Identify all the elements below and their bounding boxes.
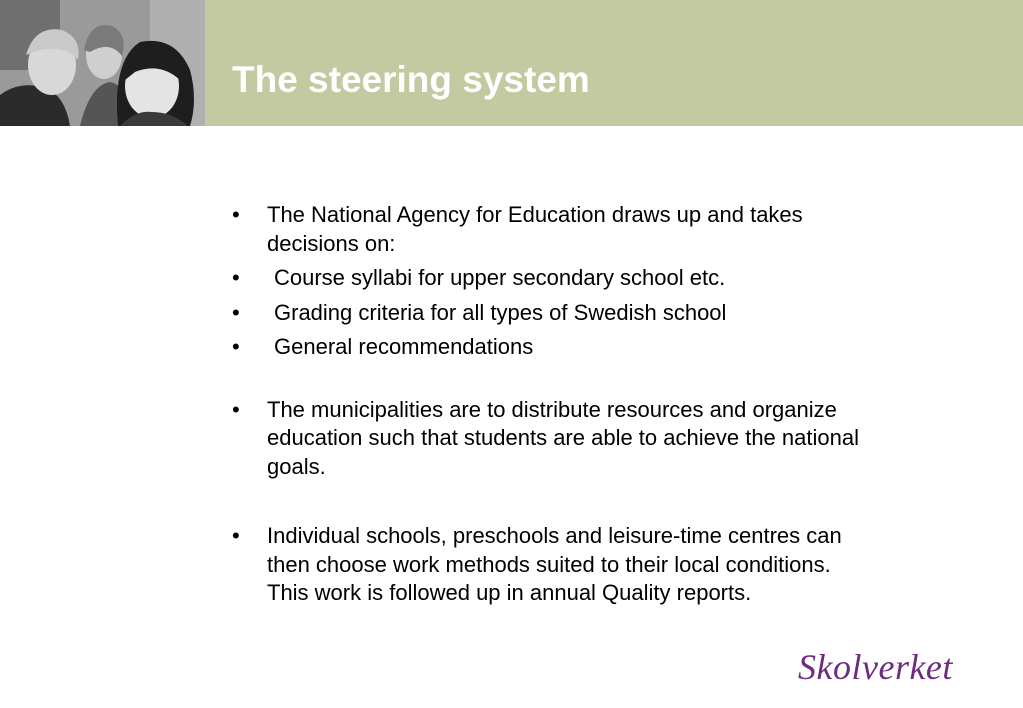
spacer: [232, 481, 872, 522]
list-item-text: General recommendations: [274, 334, 534, 359]
list-item: [232, 201, 872, 258]
list-item: [232, 299, 872, 328]
slide-title: The steering system: [232, 59, 590, 100]
list-item: [232, 396, 872, 482]
photo-three-students-icon: [0, 0, 205, 126]
list-item: [232, 264, 872, 293]
bullet-icon: •: [232, 523, 240, 548]
bullet-icon: •: [232, 299, 240, 325]
bullet-icon: •: [232, 265, 240, 290]
list-item-text: Individual schools, preschools and leisure-time centres can then choose work methods suited to their local conditions. This work is followed up in annual Quality reports.: [267, 523, 842, 605]
bullet-list: [232, 201, 872, 608]
students-photo: [0, 0, 205, 126]
list-item-text: Course syllabi for upper secondary school etc.: [274, 265, 726, 290]
spacer: [232, 362, 872, 396]
bullet-icon: •: [232, 396, 240, 422]
bullet-icon: •: [232, 334, 240, 359]
list-item: [232, 522, 872, 608]
skolverket-logo: Skolverket: [798, 647, 953, 687]
list-item-text: The municipalities are to distribute resources and organize education such that students are able to achieve the national goals.: [267, 396, 859, 479]
slide-header: [0, 0, 1023, 126]
list-item: [232, 333, 872, 362]
bullet-icon: •: [232, 202, 240, 227]
list-item-text: Grading criteria for all types of Swedish school: [274, 299, 727, 325]
list-item-text: The National Agency for Education draws up and takes decisions on:: [267, 202, 803, 256]
